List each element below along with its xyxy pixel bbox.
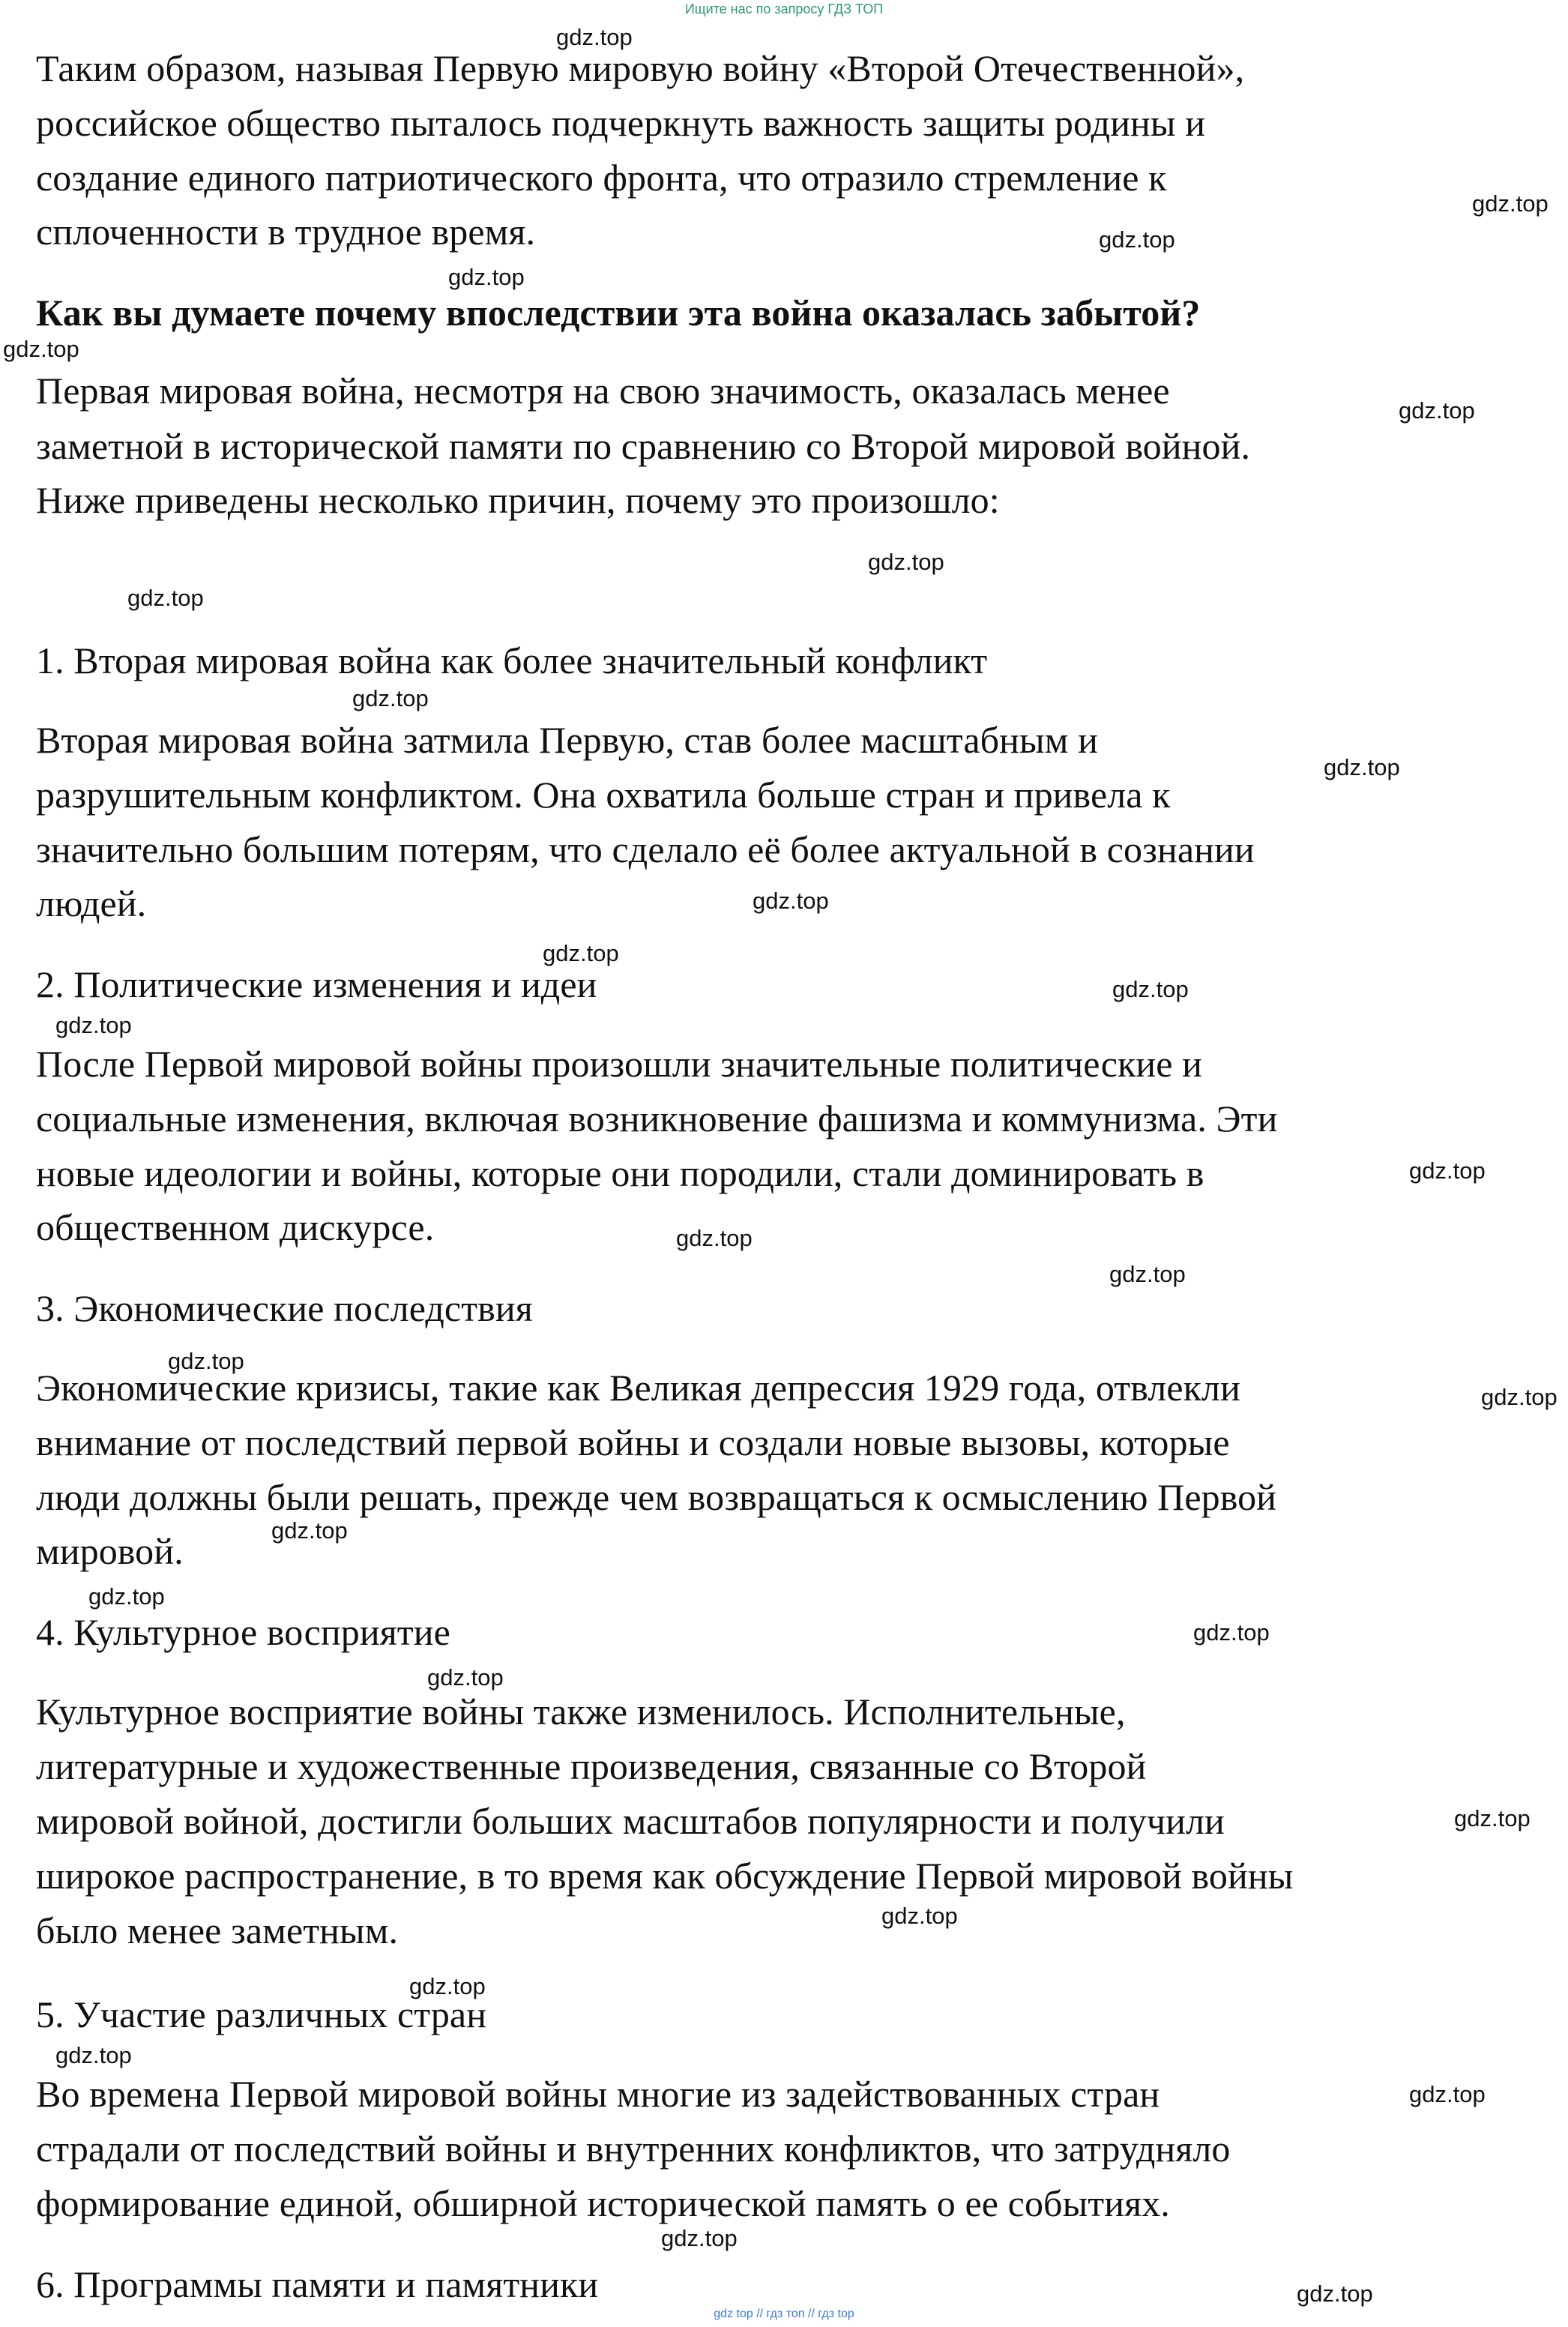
text-line: значительно большим потерям, что сделало её более актуальной в сознании bbox=[36, 828, 1255, 870]
text-line: заметной в исторической памяти по сравнению со Второй мировой войной. bbox=[36, 425, 1251, 467]
watermark: gdz.top bbox=[543, 940, 619, 966]
text-line: сплоченности в трудное время. bbox=[36, 211, 536, 253]
section-heading: 6. Программы памяти и памятники bbox=[36, 2263, 599, 2305]
watermark: gdz.top bbox=[1112, 976, 1189, 1002]
text-line: мировой. bbox=[36, 1530, 184, 1572]
watermark: gdz.top bbox=[1324, 754, 1400, 780]
text-line: После Первой мировой войны произошли значительные политические и bbox=[36, 1043, 1203, 1085]
watermark: gdz.top bbox=[352, 685, 429, 711]
watermark: gdz.top bbox=[3, 336, 79, 362]
question-heading: Как вы думаете почему впоследствии эта война оказалась забытой? bbox=[36, 292, 1201, 334]
text-line: было менее заметным. bbox=[36, 1909, 399, 1951]
top-banner: Ищите нас по запросу ГДЗ ТОП bbox=[684, 1, 884, 16]
watermark: gdz.top bbox=[1399, 397, 1475, 424]
text-line: разрушительным конфликтом. Она охватила больше стран и привела к bbox=[36, 774, 1171, 816]
text-line: общественном дискурсе. bbox=[36, 1206, 435, 1248]
text-line: Первая мировая война, несмотря на свою значимость, оказалась менее bbox=[36, 370, 1170, 412]
text-line: страдали от последствий войны и внутренних конфликтов, что затрудняло bbox=[36, 2128, 1231, 2170]
watermark: gdz.top bbox=[168, 1348, 244, 1374]
watermark: gdz.top bbox=[127, 585, 204, 611]
watermark: gdz.top bbox=[55, 1012, 132, 1038]
text-line: люди должны были решать, прежде чем возвращаться к осмыслению Первой bbox=[36, 1476, 1277, 1518]
watermark: gdz.top bbox=[1472, 190, 1549, 217]
text-line: Во времена Первой мировой войны многие из задействованных стран bbox=[36, 2073, 1160, 2115]
watermark: gdz.top bbox=[676, 1225, 753, 1251]
watermark: gdz.top bbox=[271, 1517, 348, 1544]
text-line: Таким образом, называя Первую мировую войну «Второй Отечественной», bbox=[36, 47, 1245, 89]
watermark: gdz.top bbox=[1193, 1619, 1270, 1646]
watermark: gdz.top bbox=[556, 24, 633, 50]
text-line: социальные изменения, включая возникновение фашизма и коммунизма. Эти bbox=[36, 1098, 1278, 1140]
watermark: gdz.top bbox=[409, 1973, 486, 1999]
watermark: gdz.top bbox=[1454, 1805, 1531, 1831]
watermark: gdz.top bbox=[661, 2225, 738, 2251]
text-line: широкое распространение, в то время как обсуждение Первой мировой войны bbox=[36, 1855, 1294, 1897]
watermark: gdz.top bbox=[753, 888, 829, 914]
watermark: gdz.top bbox=[881, 1903, 958, 1929]
text-line: мировой войной, достигли больших масштабов популярности и получили bbox=[36, 1800, 1225, 1842]
text-line: российское общество пыталось подчеркнуть важность защиты родины и bbox=[36, 102, 1206, 144]
bottom-banner: gdz top // гдз топ // гдз top bbox=[714, 2308, 854, 2320]
text-line: Ниже приведены несколько причин, почему это произошло: bbox=[36, 479, 1000, 521]
watermark: gdz.top bbox=[1297, 2281, 1373, 2307]
text-line: литературные и художественные произведения, связанные со Второй bbox=[36, 1745, 1147, 1787]
text-line: Культурное восприятие войны также изменилось. Исполнительные, bbox=[36, 1691, 1126, 1733]
section-heading: 4. Культурное восприятие bbox=[36, 1611, 450, 1653]
watermark: gdz.top bbox=[55, 2042, 132, 2068]
watermark: gdz.top bbox=[1109, 1261, 1186, 1287]
text-line: формирование единой, обширной исторической память о ее событиях. bbox=[36, 2182, 1170, 2224]
watermark: gdz.top bbox=[448, 264, 525, 290]
watermark: gdz.top bbox=[1409, 2081, 1486, 2107]
section-heading: 5. Участие различных стран bbox=[36, 1993, 487, 2035]
watermark: gdz.top bbox=[1099, 226, 1175, 253]
text-line: внимание от последствий первой войны и создали новые вызовы, которые bbox=[36, 1421, 1230, 1463]
text-line: людей. bbox=[36, 882, 147, 924]
watermark: gdz.top bbox=[88, 1583, 165, 1610]
watermark: gdz.top bbox=[427, 1664, 504, 1691]
text-line: Экономические кризисы, такие как Великая депрессия 1929 года, отвлекли bbox=[36, 1367, 1240, 1409]
text-line: создание единого патриотического фронта, что отразило стремление к bbox=[36, 157, 1167, 199]
section-heading: 1. Вторая мировая война как более значительный конфликт bbox=[36, 639, 988, 681]
watermark: gdz.top bbox=[1409, 1158, 1486, 1184]
section-heading: 3. Экономические последствия bbox=[36, 1287, 533, 1329]
watermark: gdz.top bbox=[1481, 1384, 1558, 1410]
section-heading: 2. Политические изменения и идеи bbox=[36, 963, 597, 1005]
watermark: gdz.top bbox=[868, 549, 944, 575]
text-line: Вторая мировая война затмила Первую, став более масштабным и bbox=[36, 719, 1098, 761]
text-line: новые идеологии и войны, которые они породили, стали доминировать в bbox=[36, 1152, 1204, 1194]
